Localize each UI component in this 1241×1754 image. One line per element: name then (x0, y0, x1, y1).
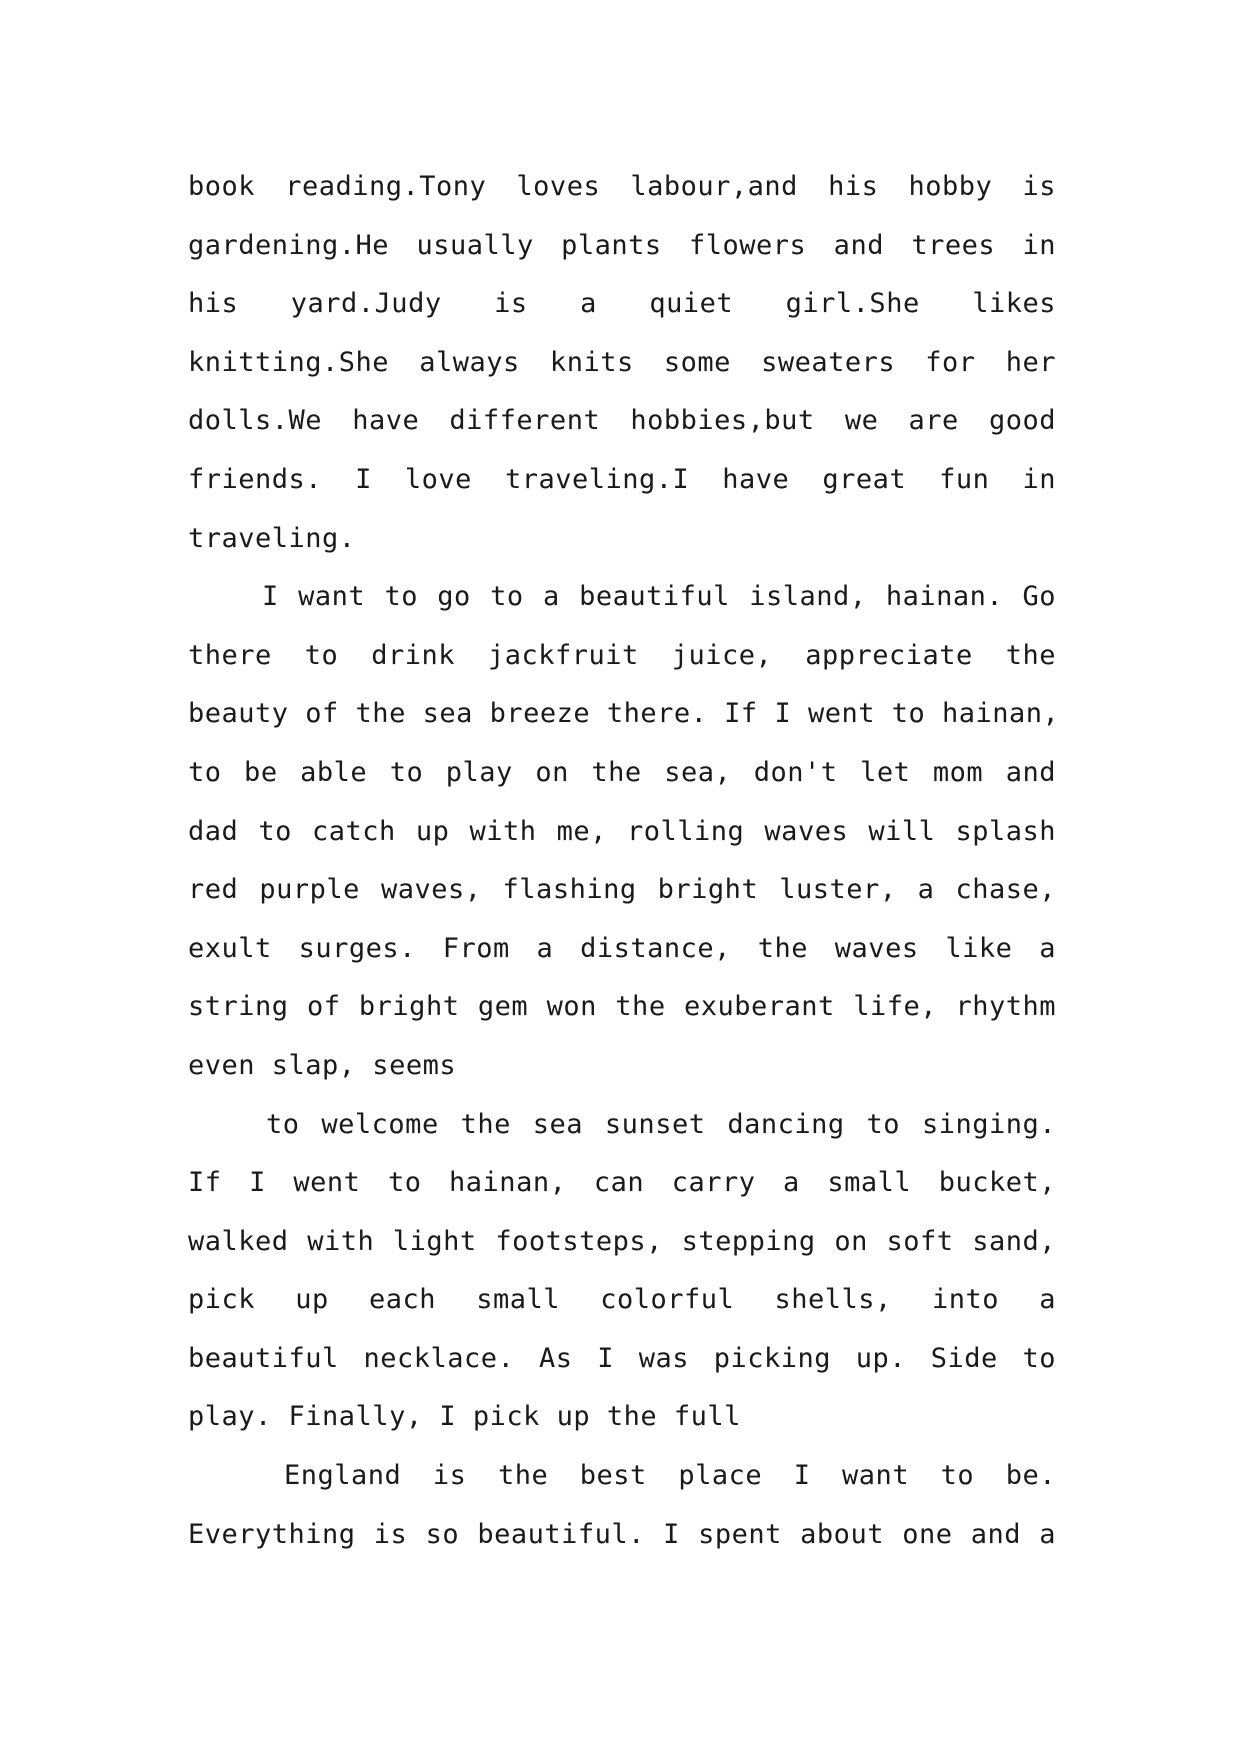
text-line: Everything is so beautiful. I spent about one and a (188, 1518, 1056, 1550)
paragraph-hobbies (188, 158, 1056, 568)
paragraph-england (188, 1447, 1056, 1564)
text-line: exult surges. From a distance, the waves like a (188, 932, 1056, 964)
text-line: to be able to play on the sea, don't let mom and (188, 756, 1056, 788)
text-line: red purple waves, flashing bright luster, a chase, (188, 874, 1056, 906)
text-line: I want to go to a beautiful island, hainan. Go (262, 581, 1056, 613)
text-line: gardening.He usually plants flowers and trees in (188, 229, 1056, 261)
text-line: dolls.We have different hobbies,but we are good (188, 405, 1056, 437)
paragraph-sunset (188, 1096, 1056, 1448)
text-line: play. Finally, I pick up the full (188, 1401, 741, 1433)
document-body (188, 158, 1060, 1564)
text-line: his yard.Judy is a quiet girl.She likes (188, 288, 1056, 320)
paragraph-hainan (188, 568, 1060, 1095)
text-line: book reading.Tony loves labour,and his hobby is (188, 171, 1056, 202)
text-line: string of bright gem won the exuberant life, rhythm (188, 991, 1056, 1023)
text-line: walked with light footsteps, stepping on soft sand, (188, 1225, 1056, 1257)
text-line: traveling. (188, 522, 356, 554)
text-line: England is the best place I want to be. (284, 1460, 1056, 1492)
text-line: even slap, seems (188, 1049, 457, 1081)
text-line: friends. I love traveling.I have great fun in (188, 463, 1056, 495)
text-line: pick up each small colorful shells, into a (188, 1284, 1056, 1316)
text-line: to welcome the sea sunset dancing to singing. (266, 1108, 1056, 1140)
text-line: beautiful necklace. As I was picking up. Side to (188, 1342, 1056, 1374)
text-line: knitting.She always knits some sweaters for her (188, 346, 1056, 378)
text-line: there to drink jackfruit juice, appreciate the (188, 639, 1056, 671)
text-line: If I went to hainan, can carry a small bucket, (188, 1167, 1056, 1199)
text-line: beauty of the sea breeze there. If I went to hainan, (188, 698, 1060, 730)
text-line: dad to catch up with me, rolling waves will splash (188, 815, 1056, 847)
